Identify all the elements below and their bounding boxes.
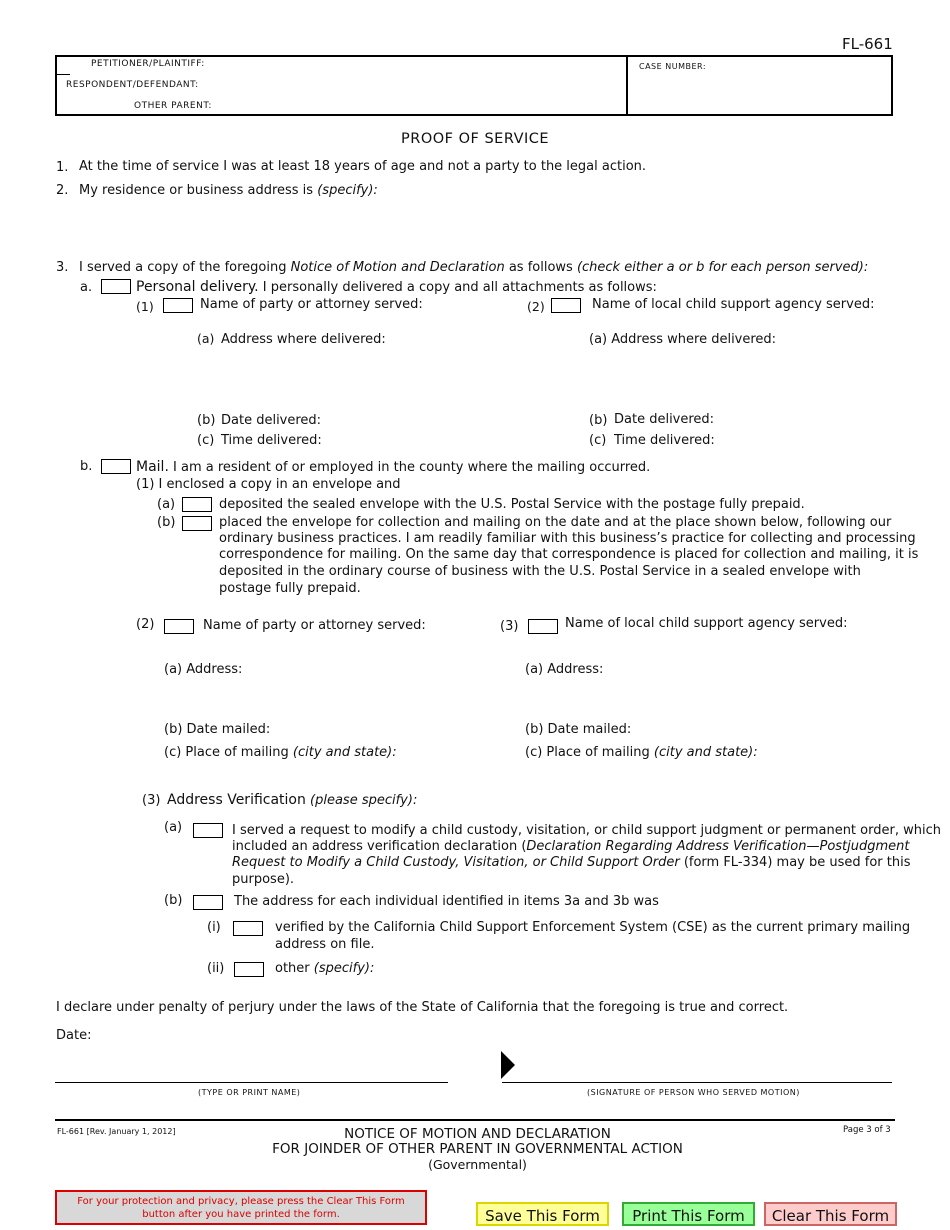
verification-other-checkbox[interactable] [234,962,264,977]
mail-2-number: (2) [136,617,155,632]
mail-letter: b. [80,459,93,474]
personal-delivery-checkbox[interactable] [101,279,131,294]
date-label: Date: [56,1028,92,1043]
personal-c-right: (c) [589,433,607,448]
verification-b-number: (b) [164,893,183,908]
printed-name-field[interactable] [56,1056,446,1080]
item-1-text: At the time of service I was at least 18 years of age and not a party to the legal action. [79,159,647,174]
footer-rule [55,1119,895,1121]
page-title: PROOF OF SERVICE [401,131,550,147]
personal-b-left: (b) [197,413,216,428]
case-number-label: CASE NUMBER: [639,62,707,71]
personal-2-number: (2) [527,299,545,314]
mail-address-right: (a) Address: [525,662,604,677]
verification-address-checkbox[interactable] [193,895,223,910]
verification-i-line1: verified by the California Child Support Enforcement System (CSE) as the current primary mailing [275,920,911,935]
privacy-note: For your protection and privacy, please press the Clear This Form button after you have printed the form. [55,1190,427,1225]
mail-party-label: Name of party or attorney served: [203,618,426,633]
name-line [55,1082,448,1083]
personal-time-right: Time delivered: [614,433,715,448]
personal-agency-checkbox[interactable] [551,298,581,313]
verification-b-text: The address for each individual identified in items 3a and 3b was [234,894,659,909]
personal-party-label: Name of party or attorney served: [200,297,423,312]
mail-place-left: (c) Place of mailing (city and state): [164,745,397,760]
mail-placed-line3: correspondence for mailing. On the same day that correspondence is placed for collection and mailing, it is [219,547,919,562]
signature-caption: (SIGNATURE OF PERSON WHO SERVED MOTION) [587,1088,800,1097]
personal-b-right: (b) [589,413,608,428]
personal-date-left: Date delivered: [221,413,322,428]
form-code: FL-661 [842,35,893,53]
verification-a-number: (a) [164,820,183,835]
personal-address-left: Address where delivered: [221,332,386,347]
verification-i-number: (i) [207,920,221,935]
verification-a-line2: included an address verification declaration (Declaration Regarding Address Verification—Postjudgment [232,839,910,854]
mail-date-left: (b) Date mailed: [164,722,271,737]
page-number: Page 3 of 3 [843,1125,891,1135]
personal-party-checkbox[interactable] [163,298,193,313]
perjury-declaration: I declare under penalty of perjury under the laws of the State of California that the foregoing is true and correct. [56,1000,789,1015]
mail-placed-line5: postage fully prepaid. [219,581,361,596]
revision-date: FL-661 [Rev. January 1, 2012] [57,1127,176,1136]
verification-i-line2: address on file. [275,937,375,952]
clear-form-button[interactable]: Clear This Form [764,1202,897,1226]
personal-c-left: (c) [197,433,215,448]
personal-address-right: (a) Address where delivered: [589,332,777,347]
print-form-button[interactable]: Print This Form [622,1202,755,1226]
signature-line [502,1082,892,1083]
verification-a-line3: Request to Modify a Child Custody, Visitation, or Child Support Order (form FL-334) may be used for this [232,855,911,870]
item-3-text: I served a copy of the foregoing Notice of Motion and Declaration as follows (check either a or b for each person served): [79,260,869,275]
item-2-text: My residence or business address is (specify): [79,183,378,198]
verification-cse-checkbox[interactable] [233,921,263,936]
save-form-button[interactable]: Save This Form [476,1202,609,1226]
mail-date-right: (b) Date mailed: [525,722,632,737]
verification-number: (3) [142,793,161,808]
personal-letter: a. [80,280,93,295]
mail-placed-checkbox[interactable] [182,516,212,531]
personal-date-right: Date delivered: [614,412,715,427]
mail-address-left: (a) Address: [164,662,243,677]
personal-a-left: (a) [197,331,215,346]
mail-text: Mail. I am a resident of or employed in the county where the mailing occurred. [136,459,651,475]
footer-title: NOTICE OF MOTION AND DECLARATION FOR JOINDER OF OTHER PARENT IN GOVERNMENTAL ACTION (Governmental) [272,1126,683,1172]
verification-other-text: other (specify): [275,961,375,976]
petitioner-label: PETITIONER/PLAINTIFF: [91,59,205,69]
item-2-number: 2. [56,183,69,198]
personal-time-left: Time delivered: [221,433,322,448]
mail-agency-label: Name of local child support agency served: [565,616,848,631]
mail-agency-checkbox[interactable] [528,619,558,634]
mail-placed-line4: deposited in the ordinary course of business with the U.S. Postal Service in a sealed envelope with [219,564,861,579]
verification-heading: Address Verification (please specify): [167,792,418,808]
date-field[interactable] [96,1026,296,1044]
item-1-number: 1. [56,160,69,175]
personal-1-number: (1) [136,299,154,314]
respondent-label: RESPONDENT/DEFENDANT: [66,80,199,90]
other-parent-label: OTHER PARENT: [134,101,212,111]
mail-party-checkbox[interactable] [164,619,194,634]
personal-delivery-text: Personal delivery. I personally delivered a copy and all attachments as follows: [136,279,657,295]
verification-a-line1: I served a request to modify a child custody, visitation, or child support judgment or permanent order, which [232,823,941,838]
caption-names-field[interactable] [240,58,620,113]
mail-checkbox[interactable] [101,459,131,474]
mail-1-text: (1) I enclosed a copy in an envelope and [136,477,401,492]
mail-3-number: (3) [500,619,519,634]
name-caption: (TYPE OR PRINT NAME) [198,1088,301,1097]
server-address-field[interactable] [79,201,889,251]
verification-ii-number: (ii) [207,961,225,976]
signature-arrow-icon [501,1051,517,1081]
mail-b-number: (b) [157,515,176,530]
mail-a-number: (a) [157,497,176,512]
mail-deposited-text: deposited the sealed envelope with the U.S. Postal Service with the postage fully prepaid. [219,497,805,512]
verification-a-line4: purpose). [232,872,295,887]
personal-agency-label: Name of local child support agency served: [592,297,875,312]
mail-placed-line1: placed the envelope for collection and mailing on the date and at the place shown below, following our [219,515,892,530]
case-number-field[interactable] [634,74,886,112]
mail-deposited-checkbox[interactable] [182,497,212,512]
mail-placed-line2: ordinary business practices. I am readily familiar with this business’s practice for collecting and processing [219,531,916,546]
item-3-number: 3. [56,260,69,275]
mail-place-right: (c) Place of mailing (city and state): [525,745,758,760]
verification-request-checkbox[interactable] [193,823,223,838]
